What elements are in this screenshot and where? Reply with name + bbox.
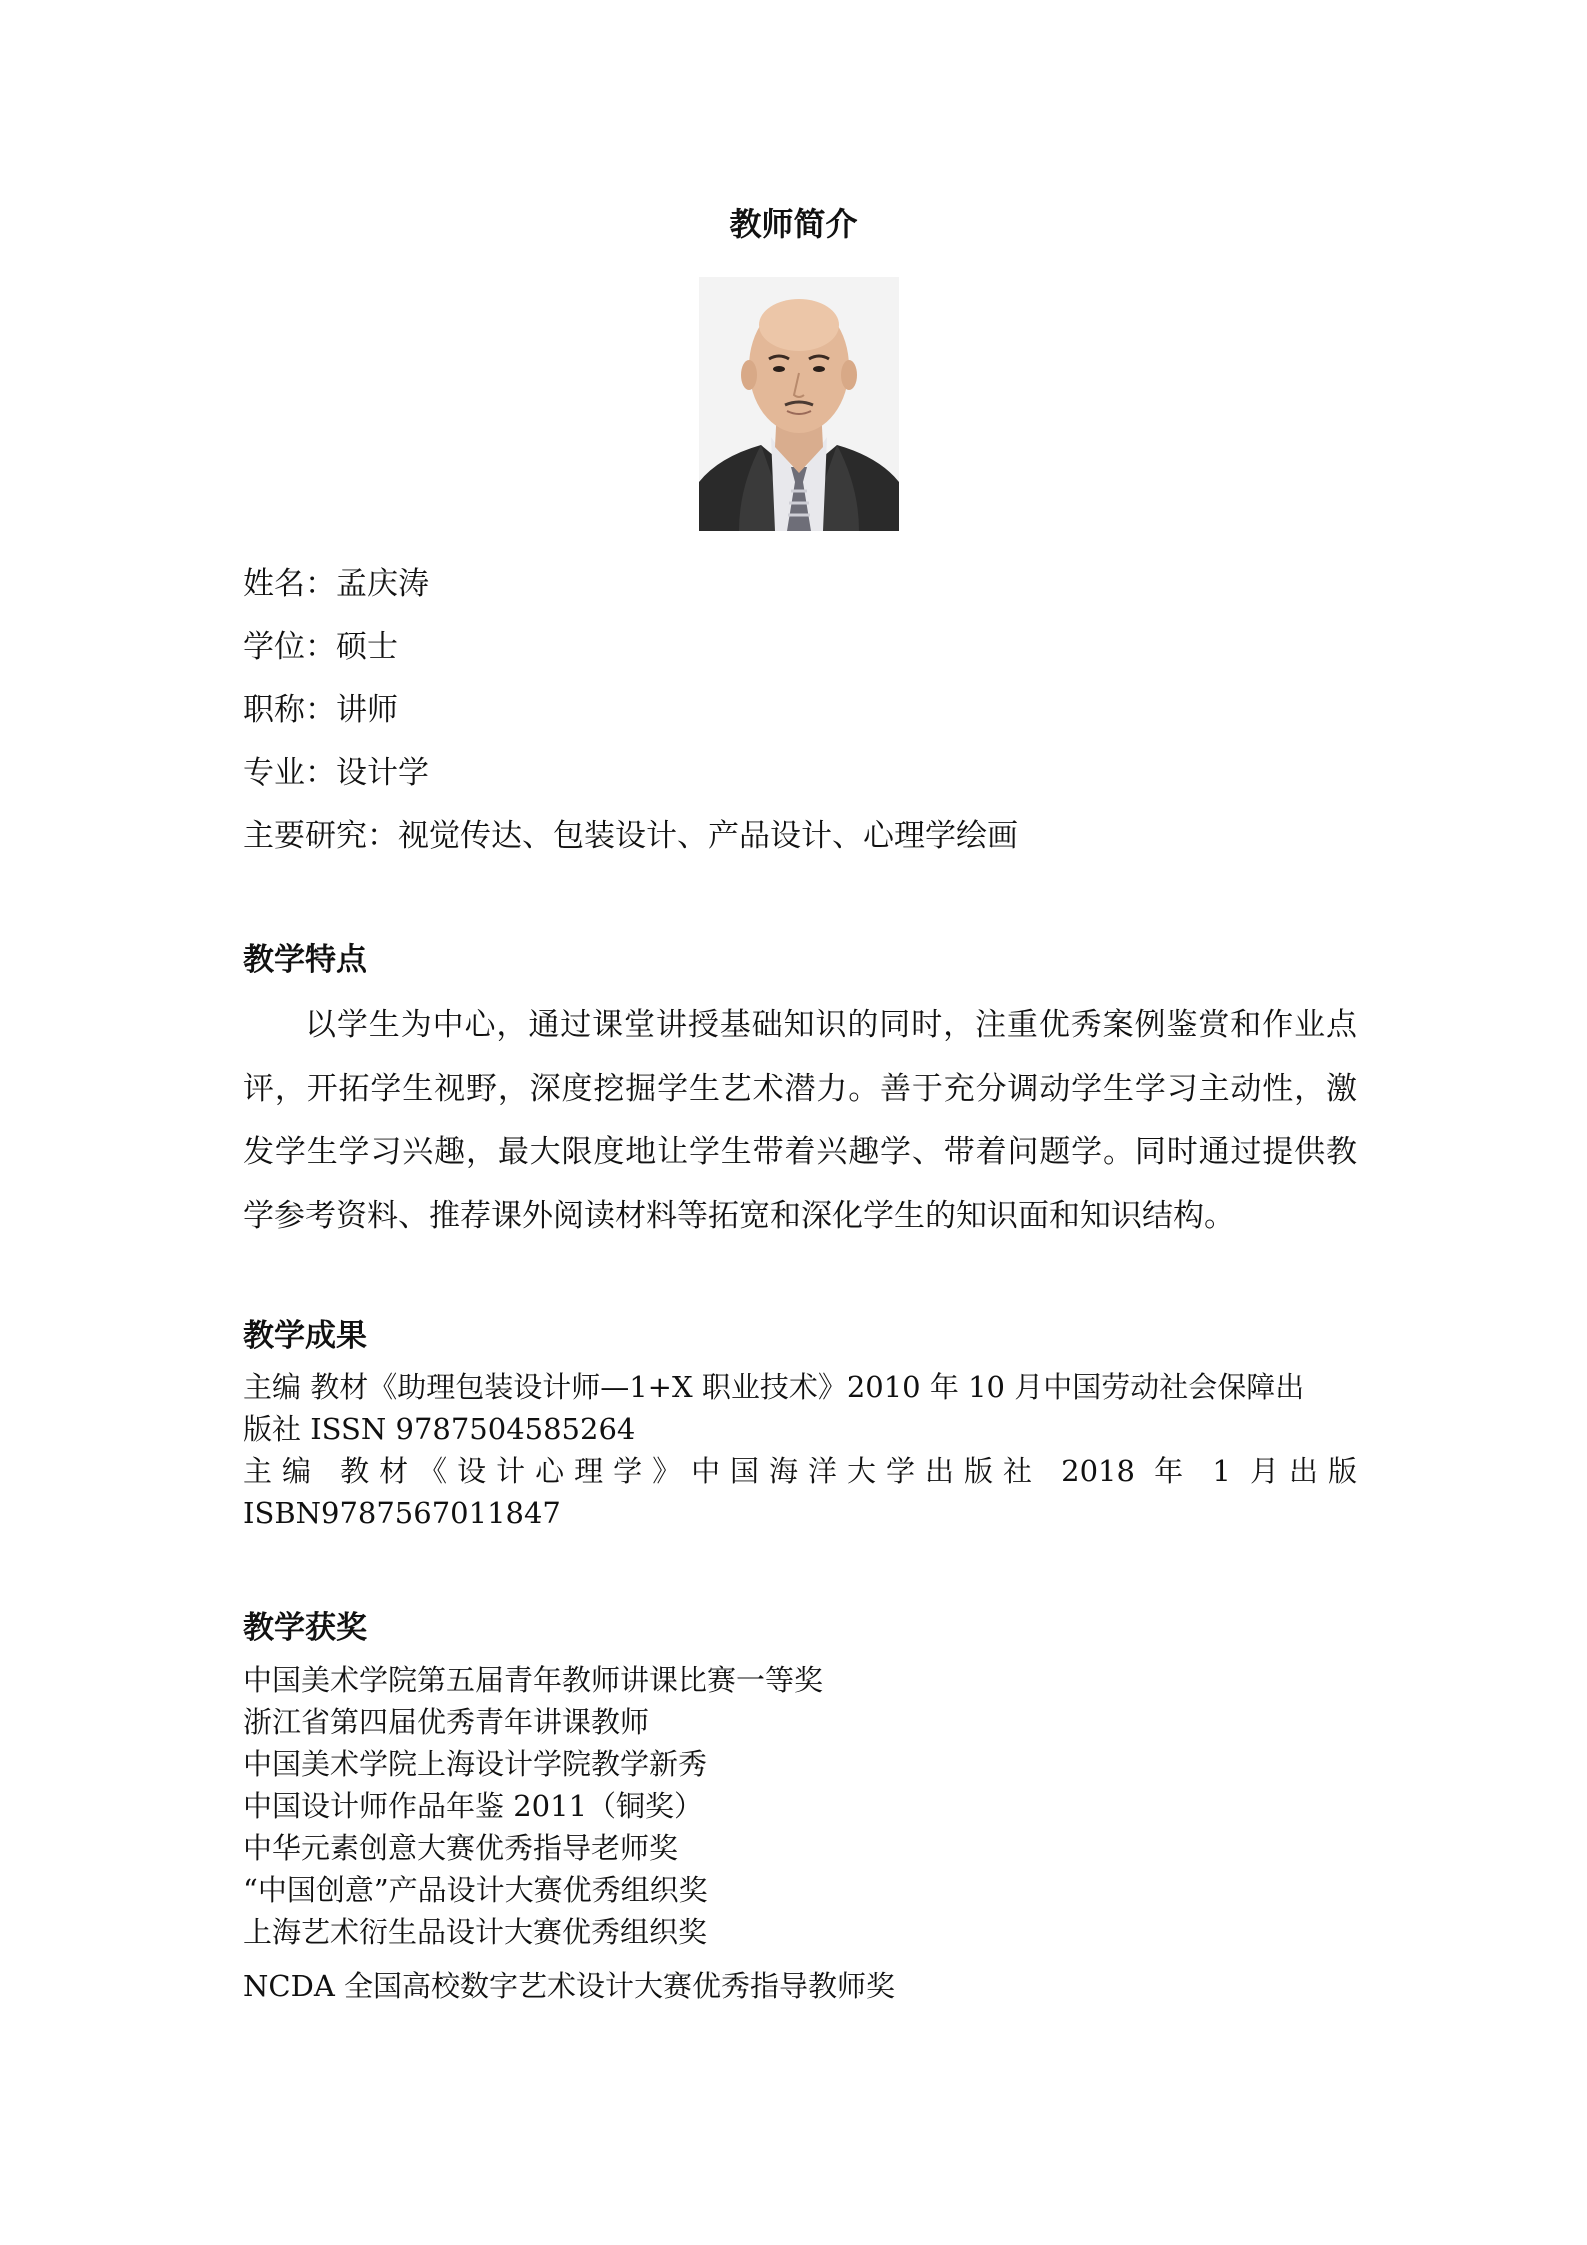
achievements-heading: 教学成果: [243, 1318, 367, 1354]
award-item: 中国美术学院第五届青年教师讲课比赛一等奖: [243, 1663, 824, 1697]
info-research: 主要研究：视觉传达、包装设计、产品设计、心理学绘画: [243, 818, 1018, 854]
teaching-features-paragraph: 以学生为中心，通过课堂讲授基础知识的同时，注重优秀案例鉴赏和作业点评，开拓学生视野，深度挖掘学生艺术潜力。善于充分调动学生学习主动性，激发学生学习兴趣，最大限度地让学生带着兴趣学、带着问题学。同时通过提供教学参考资料、推荐课外阅读材料等拓宽和深化学生的知识面和知识结构。: [243, 1007, 1357, 1234]
award-item: 中国美术学院上海设计学院教学新秀: [243, 1747, 708, 1781]
awards-heading: 教学获奖: [243, 1610, 367, 1646]
info-major: 专业：设计学: [243, 755, 429, 791]
achievement-line: 主编 教材《助理包装设计师—1+X 职业技术》2010 年 10 月中国劳动社会保障出: [243, 1370, 1305, 1404]
info-degree: 学位：硕士: [243, 629, 398, 665]
achievement-item: [243, 1450, 1357, 1534]
award-item: 浙江省第四届优秀青年讲课教师: [243, 1705, 650, 1739]
teaching-features-heading: 教学特点: [243, 942, 367, 978]
award-item: 中国设计师作品年鉴 2011（铜奖）: [243, 1789, 704, 1823]
achievement-line: 主编 教材《设计心理学》中国海洋大学出版社 2018 年 1 月出版: [243, 1454, 1357, 1488]
portrait-illustration: [699, 277, 899, 531]
info-name: 姓名：孟庆涛: [243, 566, 429, 602]
page-title: 教师简介: [729, 205, 858, 243]
achievement-line: 版社 ISSN 9787504585264: [243, 1412, 636, 1446]
award-item: 上海艺术衍生品设计大赛优秀组织奖: [243, 1915, 708, 1949]
achievement-item: [243, 1366, 1357, 1450]
achievement-line: ISBN9787567011847: [243, 1496, 561, 1530]
award-item: 中华元素创意大赛优秀指导老师奖: [243, 1831, 679, 1865]
award-item: “中国创意”产品设计大赛优秀组织奖: [243, 1873, 708, 1907]
portrait-photo: [699, 277, 899, 531]
info-rank: 职称：讲师: [243, 692, 398, 728]
award-item: NCDA 全国高校数字艺术设计大赛优秀指导教师奖: [243, 1969, 895, 2003]
